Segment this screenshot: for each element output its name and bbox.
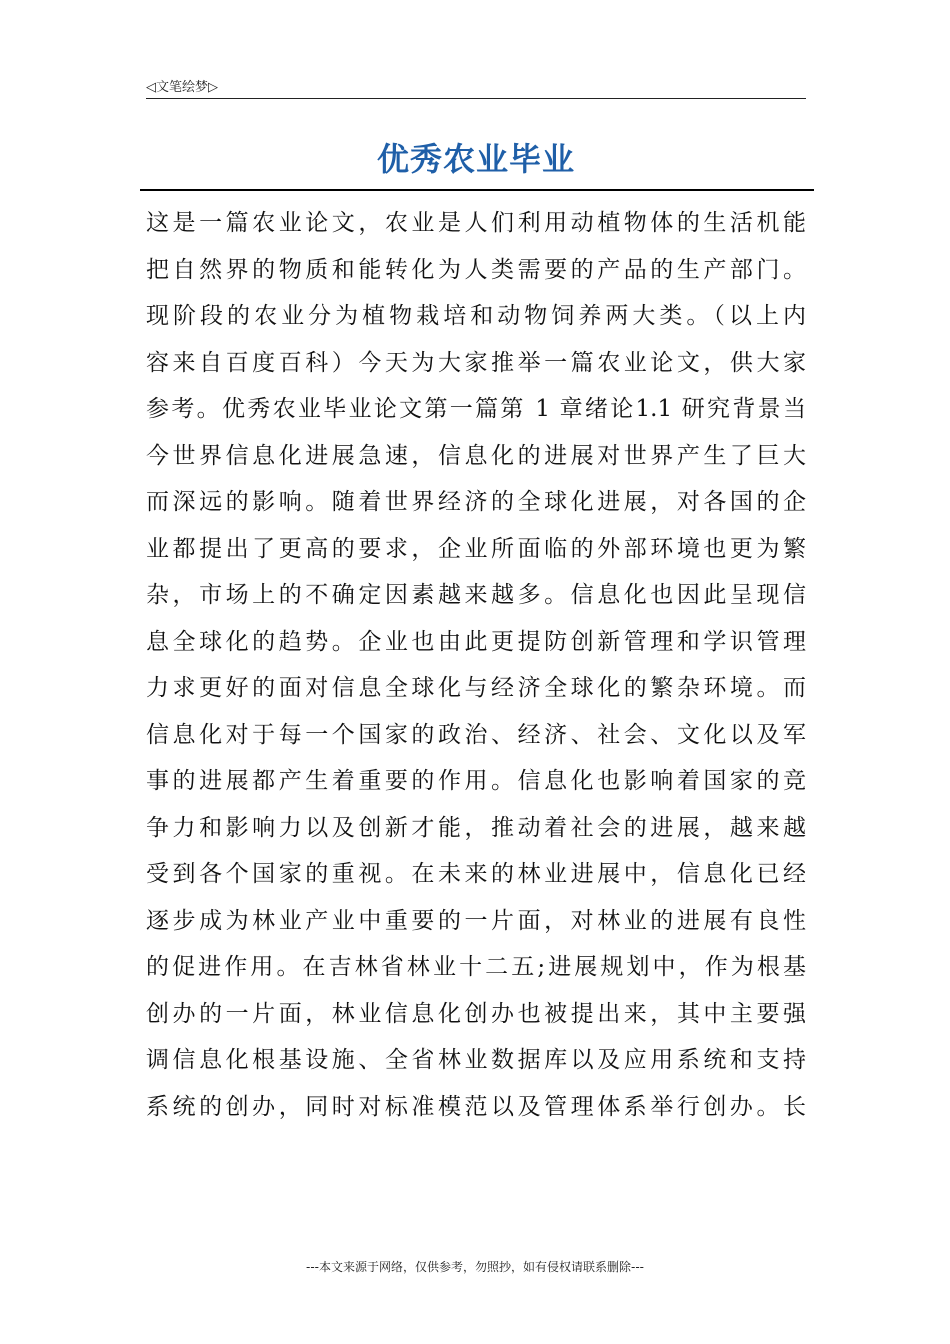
- body-line: 调信息化根基设施、全省林业数据库以及应用系统和支持: [146, 1047, 806, 1073]
- body-line: 逐步成为林业产业中重要的一片面，对林业的进展有良性: [146, 907, 806, 934]
- page-header: [146, 74, 806, 99]
- header-label: ◁文笔绘梦▷: [146, 80, 218, 95]
- body-line: 争力和影响力以及创新才能，推动着社会的进展，越来越: [146, 814, 806, 841]
- document-title: 优秀农业毕业: [376, 140, 575, 178]
- body-line: 杂，市场上的不确定因素越来越多。信息化也因此呈现信: [146, 582, 806, 608]
- body-line: 事的进展都产生着重要的作用。信息化也影响着国家的竞: [146, 768, 806, 794]
- body-line: 今世界信息化进展急速，信息化的进展对世界产生了巨大: [146, 442, 806, 469]
- body-line: 息全球化的趋势。企业也由此更提防创新管理和学识管理: [146, 628, 806, 655]
- body-line: 把自然界的物质和能转化为人类需要的产品的生产部门。: [146, 256, 806, 283]
- body-line: 的促进作用。在吉林省林业十二五;进展规划中，作为根基: [146, 954, 806, 980]
- body-text: [146, 200, 806, 1130]
- body-line: 业都提出了更高的要求，企业所面临的外部环境也更为繁: [146, 535, 806, 562]
- body-line: 受到各个国家的重视。在未来的林业进展中，信息化已经: [146, 861, 806, 887]
- body-line: 而深远的影响。随着世界经济的全球化进展，对各国的企: [146, 489, 806, 515]
- body-line: 力求更好的面对信息全球化与经济全球化的繁杂环境。而: [146, 675, 806, 701]
- body-line: 参考。优秀农业毕业论文第一篇第 1 章绪论1.1 研究背景当: [146, 396, 806, 422]
- body-line: 创办的一片面，林业信息化创办也被提出来，其中主要强: [146, 1000, 806, 1027]
- body-line: 系统的创办，同时对标准模范以及管理体系举行创办。长: [146, 1093, 806, 1120]
- body-line: 现阶段的农业分为植物栽培和动物饲养两大类。（以上内: [146, 303, 806, 329]
- body-line: 容来自百度百科）今天为大家推举一篇农业论文，供大家: [146, 349, 806, 376]
- body-line: 这是一篇农业论文，农业是人们利用动植物体的生活机能: [146, 210, 806, 236]
- title-divider: [140, 189, 814, 191]
- footer-disclaimer: ---本文来源于网络，仅供参考，勿照抄，如有侵权请联系删除---: [306, 1260, 644, 1274]
- body-line: 信息化对于每一个国家的政治、经济、社会、文化以及军: [146, 721, 806, 748]
